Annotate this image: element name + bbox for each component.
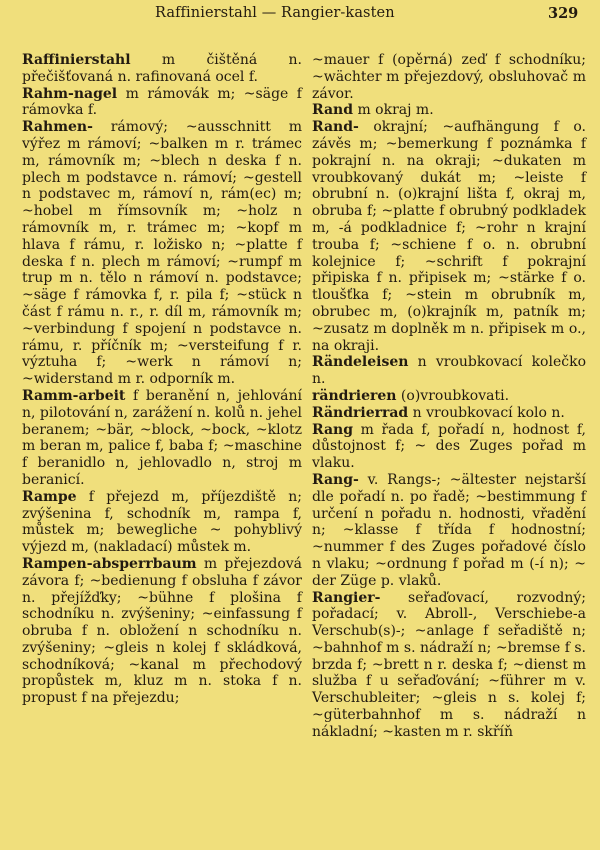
dictionary-entry bbox=[22, 556, 302, 707]
page-header bbox=[0, 5, 600, 29]
dictionary-entry bbox=[22, 388, 302, 489]
entry-text: m řada f, pořadí n, hodnost f, důstojnost f; ~ des Zuges pořad m vlaku. bbox=[312, 421, 586, 472]
entry-headword: Raffinierstahl bbox=[22, 52, 131, 68]
entry-text: n vroubkovací kolo n. bbox=[408, 404, 565, 421]
dictionary-entry bbox=[312, 388, 586, 405]
entry-headword: Rang bbox=[312, 421, 353, 438]
right-column bbox=[312, 52, 586, 741]
entry-text: rámový; ~ausschnitt m výřez m rámoví; ~balken m r. trámec m, rámovník m; ~blech n deska f n. plech m podstavce n. rámoví; ~gestell n podstavec m, rámoví n, rám(ec) m; ~hobel m římsovník m; ~holz n rámovník m, r. trámec m; ~kopf m hlava f rámu, r. ložisko n; ~platte f deska f n. plech m rámoví; ~rumpf m trup m n. tělo n rámoví n. podstavce; ~säge f rámovka f, r. pila f; ~stück n část f rámu n. r., r. díl m, rámovník m; ~verbindung f spojení n podstavce n. rámu, r. příčník m; ~versteifung f r. výztuha f; ~werk n rámoví n; ~widerstand m r. odporník m. bbox=[22, 119, 302, 388]
entry-headword: Rampe bbox=[22, 488, 77, 505]
entry-headword: Rangier- bbox=[312, 589, 381, 606]
dictionary-entry bbox=[312, 354, 586, 388]
entry-text: (o)vroubkovati. bbox=[396, 387, 510, 404]
entry-text: f beranění n, jehlování n, pilotování n, zarážení n. kolů n. jehel beranem; ~bär, ~block, ~bock, ~klotz m beran m, palice f, baba f; ~maschine f beranidlo n, jehlovadlo n, stroj m beranicí. bbox=[22, 387, 302, 488]
entry-headword: Rang- bbox=[312, 471, 359, 488]
dictionary-entry bbox=[22, 489, 302, 556]
entry-headword: Rampen-absperrbaum bbox=[22, 555, 197, 572]
entry-headword: Rahmen- bbox=[22, 119, 93, 136]
entry-text: n vroubkovací kolečko n. bbox=[312, 354, 586, 388]
entry-text: m přejezdová závora f; ~bedienung f obsluha f závor n. přejížďky; ~bühne f plošina f schodníku n. zvýšeniny; ~einfassung f obruba f n. obložení n schodníku n. zvýšeniny; ~gleis n kolej f skládková, schodníková; ~kanal m přechodový propůstek m, kluz m n. stoka f n. propust f na přejezdu; bbox=[22, 555, 302, 707]
running-head: Raffinierstahl — Rangier-kasten bbox=[155, 5, 395, 21]
entry-text: okrajní; ~aufhängung f o. závěs m; ~bemerkung f poznámka f pokrajní n. na okraji; ~dukaten m vroubkovaný dukát m; ~leiste f obrubní n. (o)krajní lišta f, okraj m, obruba f; ~platte f obrubný podkladek m, -á podkladnice f; ~rohr n krajní trouba f; ~schiene f o. n. obrubní kolejnice f; ~schrift f pokrajní připiska f n. připisek m; ~stärke f o. tloušťka f; ~stein m obrubník m, obrubec m, (o)krajník m, patník m; ~zusatz m doplněk m n. připisek m o., na okraji. bbox=[312, 119, 586, 354]
dictionary-entry bbox=[312, 472, 586, 590]
page-number: 329 bbox=[548, 5, 579, 22]
dictionary-entry bbox=[312, 590, 586, 741]
entry-headword: Rand bbox=[312, 102, 353, 119]
entry-text: f přejezd m, příjezdiště n; zvýšenina f, schodník m, rampa f, můstek m; bewegliche ~ pohyblivý výjezd m, (nakladací) můstek m. bbox=[22, 488, 302, 556]
entry-text: ~mauer f (opěrná) zeď f schodníku; ~wächter m přejezdový, obsluhovač m závor. bbox=[312, 52, 586, 102]
entry-text: m okraj m. bbox=[353, 102, 434, 119]
entry-text: m čištěná n. přečišťovaná n. rafinovaná ocel f. bbox=[22, 52, 302, 85]
dictionary-entry bbox=[312, 52, 586, 102]
dictionary-entry bbox=[22, 119, 302, 388]
entry-headword: rändrieren bbox=[312, 387, 397, 404]
dictionary-entry bbox=[312, 102, 586, 119]
entry-headword: Rand- bbox=[312, 119, 359, 136]
entry-headword: Ramm-arbeit bbox=[22, 387, 126, 404]
entry-text: m rámovák m; ~säge f rámovka f. bbox=[22, 85, 302, 119]
entry-headword: Rahm-nagel bbox=[22, 85, 118, 102]
dictionary-entry bbox=[312, 119, 586, 354]
left-column bbox=[22, 52, 302, 707]
dictionary-entry bbox=[312, 405, 586, 422]
dictionary-entry bbox=[22, 86, 302, 120]
entry-text: v. Rangs-; ~ältester nejstarší dle pořadí n. po řadě; ~bestimmung f určení n pořadu n. hodnosti, vřadění n; ~klasse f třída f hodnostní; ~nummer f des Zuges pořadové číslo n vlaku; ~ordnung f pořad m (-í n); ~ der Züge p. vlaků. bbox=[312, 471, 586, 589]
entry-headword: Rändrierrad bbox=[312, 404, 409, 421]
entry-text: seřaďovací, rozvodný; pořadací; v. Abroll-, Verschiebe-a Verschub(s)-; ~anlage f seřadiště n; ~bahnhof m s. nádraží n; ~bremse f s. brzda f; ~brett n r. deska f; ~dienst m služba f u seřaďování; ~führer m v. Verschubleiter; ~gleis n s. kolej f; ~güterbahnhof m s. nádraží n nákladní; ~kasten m r. skříň bbox=[312, 589, 586, 740]
dictionary-entry bbox=[22, 52, 302, 86]
entry-headword: Rändeleisen bbox=[312, 354, 409, 371]
dictionary-entry bbox=[312, 422, 586, 472]
